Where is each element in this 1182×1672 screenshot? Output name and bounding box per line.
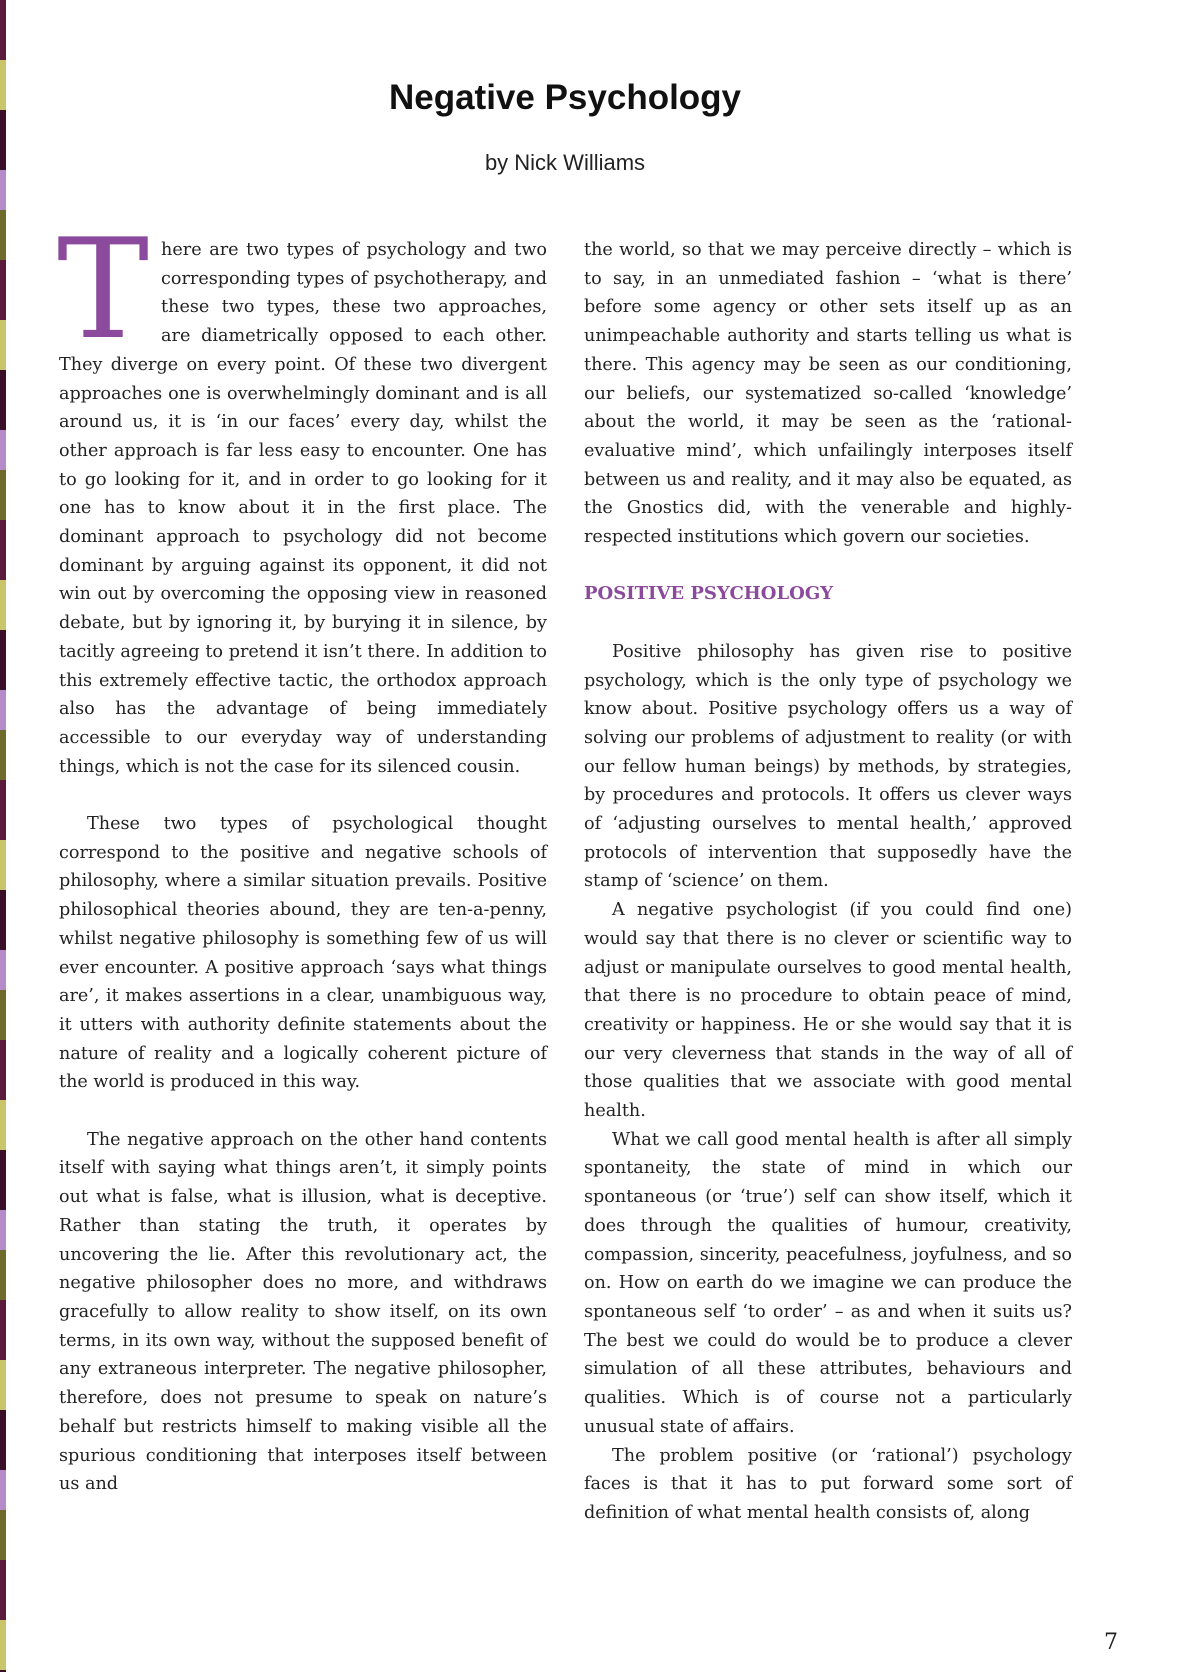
paragraph-mental-health: What we call good mental health is after all simply spontaneity, the state of mind in which our spontaneous (or ‘true’) self can show itself, which it does through the qualities of humour, creativity, compassion, sincerity, peacefulness, joyfulness, and so on. How on earth do we imagine we can produce the spontaneous self ‘to order’ – as and when it suits us? The best we could do would be to produce a clever simulation of all these attributes, behaviours and qualities. Which is of course not a particularly unusual state of affairs. — [584, 1129, 1072, 1437]
paragraph-negative-approach: The negative approach on the other hand contents itself with saying what things aren’t, it simply points out what is false, what is illusion, what is deceptive. Rather than stating the truth, it operates by uncovering the lie. After this revolutionary act, the negative philosopher does no more, and withdraws gracefully to allow reality to show itself, on its own terms, in its own way, without the supposed benefit of any extraneous interpreter. The negative philosopher, therefore, does not presume to speak on nature’s behalf but restricts himself to making visible all the spurious conditioning that interposes itself between us and — [59, 1129, 547, 1495]
page-number: 7 — [1104, 1630, 1118, 1655]
paragraph-problem: The problem positive (or ‘rational’) psychology faces is that it has to put forward some sort of definition of what mental health consists of, along — [584, 1445, 1072, 1523]
paragraph-intro-text: here are two types of psychology and two corresponding types of psychotherapy, and these two types, these two approaches, are diametrically opposed to each other. They diverge on every point. Of these two divergent approaches one is overwhelmingly dominant and is all around us, it is ‘in our faces’ every day, whilst the other approach is far less easy to encounter. One has to go looking for it, and in order to go looking for it one has to know about it in the first place. The dominant approach to psychology did not become dominant by arguing against its opponent, it did not win out by overcoming the opposing view in reasoned debate, but by ignoring it, by burying it in silence, by tacitly agreeing to pretend it isn’t there. In addition to this extremely effective tactic, the orthodox approach also has the advantage of being immediately accessible to our everyday way of understanding things, which is not the case for its silenced cousin. — [59, 240, 547, 777]
section-heading: POSITIVE PSYCHOLOGY — [584, 583, 834, 605]
page-edge-decoration — [0, 0, 6, 1672]
paragraph-intro — [57, 209, 547, 781]
paragraph-negative-psychologist: A negative psychologist (if you could find one) would say that there is no clever or scientific way to adjust or manipulate ourselves to good mental health, that there is no procedure to obtain peace of mind, creativity or happiness. He or she would say that it is our very cleverness that stands in the way of all of those qualities that we associate with good mental health. — [584, 900, 1072, 1122]
drop-cap: T — [57, 209, 150, 370]
paragraph-positive-psychology: Positive philosophy has given rise to positive psychology, which is the only type of psychology we know about. Positive psychology offers us a way of solving our problems of adjustment to reality (or with our fellow human beings) by methods, by strategies, by procedures and protocols. It offers us clever ways of ‘adjusting ourselves to mental health,’ approved protocols of intervention that supposedly have the stamp of ‘science’ on them. — [584, 641, 1072, 892]
right-column — [584, 236, 1072, 1528]
left-column — [57, 209, 547, 1499]
article-title: Negative Psychology — [388, 78, 742, 117]
paragraph-continuation: the world, so that we may perceive directly – which is to say, in an unmediated fashion – ‘what is there’ before some agency or other sets itself up as an unimpeachable authority and starts telling us what is there. This agency may be seen as our conditioning, our beliefs, our systematized so-called ‘knowledge’ about the world, it may be seen as the ‘rational-evaluative mind’, which unfailingly interposes itself between us and reality, and it may also be equated, as the Gnostics did, with the venerable and highly-respected institutions which govern our societies. — [584, 240, 1072, 548]
paragraph-two-types: These two types of psychological thought correspond to the positive and negative schools of philosophy, where a similar situation prevails. Positive philosophical theories abound, they are ten-a-penny, whilst negative philosophy is something few of us will ever encounter. A positive approach ‘says what things are’, it makes assertions in a clear, unambiguous way, it utters with authority definite statements about the nature of reality and a logically coherent picture of the world is produced in this way. — [59, 814, 547, 1093]
article-byline: by Nick Williams — [484, 150, 646, 175]
